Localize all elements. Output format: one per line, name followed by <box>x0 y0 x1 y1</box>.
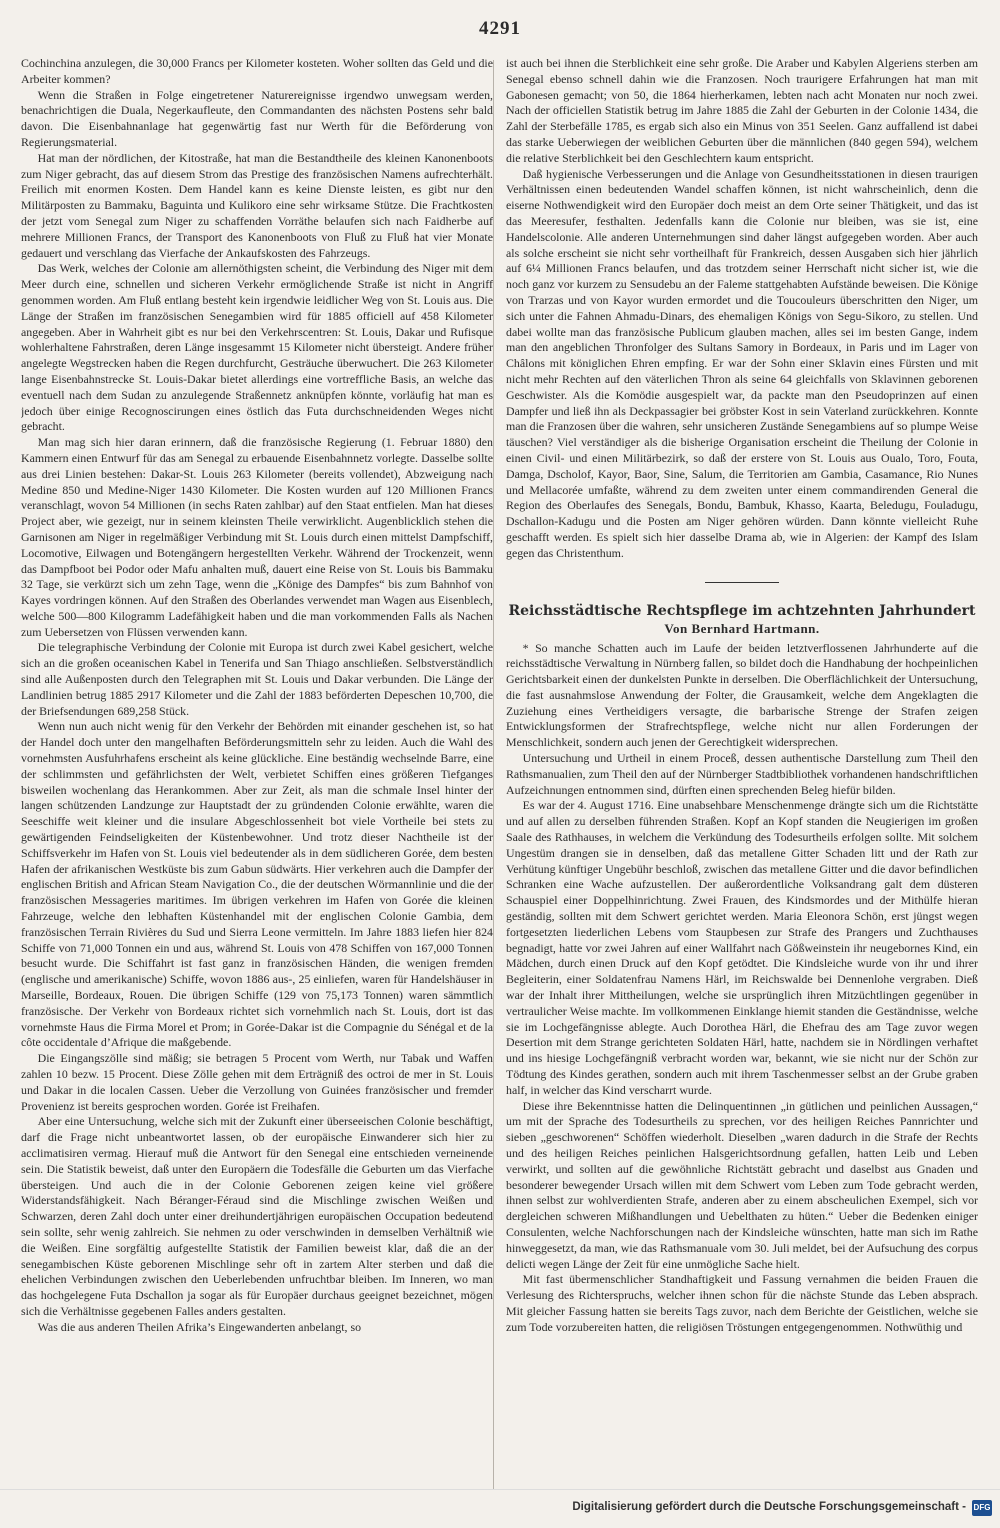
dfg-logo-icon: DFG <box>972 1500 992 1516</box>
paragraph: * So manche Schatten auch im Laufe der beiden letztverflossenen Jahrhunderte auf die reichsstädtische Verwaltung in Nürnberg fallen, so bildet doch die Handhabung der hochpeinlichen Gerichtsbarkeit einen der dunkelsten Punkte in derselben. Die Oberflächlichkeit der Untersuchung, die fast ausnahmslose Anwendung der Folter, die Grausamkeit, welche dem Angeklagten die Zuziehung eines Vertheidigers versagte, die barbarische Strenge der Strafen zeigen Entwicklungsformen der Strafrechtspflege, welche nicht nur allen Forderungen der Menschlichkeit, sondern auch jenen der Gerechtigkeit widersprechen. <box>506 640 978 750</box>
page-number: 4291 <box>479 18 521 39</box>
paragraph: ist auch bei ihnen die Sterblichkeit eine sehr große. Die Araber und Kabylen Algeriens sterben am Senegal ebenso schnell dahin wie die Franzosen. Noch traurigere Erfahrungen hat man mit Gabonesen gemacht; von 50, die 1864 hierherkamen, lebten nach acht Monaten nur noch zwei. Nach der officiellen Statistik betrug im Jahre 1885 die Zahl der Geburten in der Colonie 1434, die Zahl der Sterbefälle 1785, es ergab sich also ein Minus von 351 Seelen. Ganz auffallend ist dabei das starke Ueberwiegen der weiblichen Geburten über die männlichen (840 gegen 594), welchem die relative Sterblichkeit bei den Geschlechtern kaum entspricht. <box>506 56 978 165</box>
paragraph: Es war der 4. August 1716. Eine unabsehbare Menschenmenge drängte sich um die Richtstätte und auf allen zu derselben führenden Straßen. Kopf an Kopf standen die Neugierigen im großen Saale des Rathhauses, in welchem die Verkündung des Todesurtheils erfolgen sollte. Mit solchem Ungestüm drangen sie in denselben, daß das metallene Gitter Schaden litt und der Rath zur Verhütung künftiger Ungebühr beschloß, zwischen das metallene Gitter und die davor befindlichen Schranken eine Wache aufzustellen. Der außerordentliche Volksandrang galt dem düsteren Schauspiel einer Doppelhinrichtung. Zwei Frauen, des Kindsmordes und der Mithülfe hieran geständig, sollten mit dem Schwert gerichtet werden. Maria Eleonora Schön, erst jüngst wegen fortgesetzten liederlichen Lebens vom Staupbesen zur Strafe des Prangers und Zuchthauses begnadigt, hatte vor zwei Jahren auf einer Wallfahrt nach Gößweinstein ihr neugebornes Kind, ein Mädchen, durch einen Druck auf den Kopf getödtet. Die Kindsleiche wurde von ihr und ihrer Begleiterin, einer Soldatenfrau Namens Härl, im Reichswalde bei Dennenlohe vergraben. Dieß war der Inhalt ihrer Mittheilungen, welche sie ursprünglich ihren Mitzüchtlingen gegenüber in vertraulicher Weise machte. Im vollkommenen Einklange hiemit standen die Geständnisse, welche sie im Lochgefängnisse ablegte. Auch Dorothea Härl, die Ehefrau des am Tage zuvor wegen Desertion mit dem Strange gerichteten Soldaten Härl, hatte, nachdem sie in Nördlingen verhaftet und ins hiesige Lochgefängniß verbracht worden war, bekannt, wie sie nicht nur der Schön zur Tödtung des Kindes gerathen, sondern auch mit ihrem Taschenmesser selbst an der Grube graben half, in welcher das Kind verscharrt wurde. <box>506 798 978 1097</box>
paragraph: Mit fast übermenschlicher Standhaftigkeit und Fassung vernahmen die beiden Frauen die Verlesung des Richterspruchs, welcher ihnen schon für die nächste Stunde das Leben absprach. Mit gleicher Fassung hatten sie bereits Tags zuvor, nach dem Berichte der Geistlichen, welche sie zum Tode vorzubereiten hatten, die religiösen Tröstungen entgegengenommen. Nothwüthig und <box>506 1272 978 1334</box>
paragraph: Hat man der nördlichen, der Kitostraße, hat man die Bestandtheile des kleinen Kanonenboots zum Niger gebracht, das auf diesem Strom das Prestige des französischen Namens aufrechterhält. Freilich mit enormen Kosten. Dem Handel kann es keine Dienste leisten, es gibt nur den Militärposten zu Bammaku, Baguinta und Kulikoro eine sehr wirksame Stütze. Die Frachtkosten der jetzt vom Senegal zum Niger zu schaffenden Vorräthe belaufen sich nach Faidherbe auf mehrere Millionen Francs, der Transport des Kanonenboots von Fluß zu Fluß hat vier Monate gedauert und verschlang das Vierfache der Ankaufskosten des Fahrzeugs. <box>21 150 493 260</box>
section-separator <box>705 582 779 583</box>
article-title: Reichsstädtische Rechtspflege im achtzehnten Jahrhundert <box>508 602 976 619</box>
paragraph: Man mag sich hier daran erinnern, daß die französische Regierung (1. Februar 1880) den Kammern einen Entwurf für das am Senegal zu erbauende Eisenbahnnetz vorlegte. Dasselbe sollte aus drei Linien bestehen: Dakar-St. Louis 263 Kilometer (bereits vollendet), Abzweigung nach Medine 850 und Medine-Niger 1430 Kilometer. Die Kosten wurden auf 120 Millionen Francs veranschlagt, wovon 54 Millionen (in sechs Raten zahlbar) auf den Staat entfielen. Man hat dieses Project aber, wie gezeigt, nur in seinem kleinsten Theile verwirklicht. Augenblicklich stehen die Garnisonen am Niger in regelmäßiger Verbindung mit St. Louis durch einen mittelst Dampfschiff, Locomotive, Eilwagen und Botengängern hergestellten Verkehr. Während der Trockenzeit, wenn das Dampfboot bei Podor oder Mafu anhalten muß, dauert eine Reise von St. Louis bis Bammaku 32 Tage, sie verkürzt sich um zehn Tage, wenn die „Könige des Dampfes“ bis zum Bahnhof von Kayes vordringen können. Auf den Straßen des Oberlandes verwendet man Wagen aus Eisenblech, welche 500—800 Kilogramm Ladefähigkeit haben und die man vorkommenden Falls als Nachen zum Uebersetzen von Flüssen verwenden kann. <box>21 435 493 639</box>
paragraph: Aber eine Untersuchung, welche sich mit der Zukunft einer überseeischen Colonie beschäftigt, darf die Frage nicht unbeantwortet lassen, ob der europäische Einwanderer sich hier zu acclimatisiren vermag. Hierauf muß die Antwort für den Senegal eine entschieden verneinende sein. Die Statistik beweist, daß unter den Europäern die Todesfälle die Geburten um das Vierfache übersteigen. Und auch die in der Colonie Geborenen zeigen keine viel größere Widerstandsfähigkeit. Nach Béranger-Féraud sind die Mischlinge zwischen Weißen und Schwarzen, deren Zahl doch unter einer dreihundertjährigen europäischen Occupation bedeutend sein sollte, sehr wenig zahlreich. Sie nehmen zu oder verschwinden in demselben Verhältniß wie die Weißen. Eine sorgfältig aufgestellte Statistik der Familien beweist klar, daß die an der senegambischen Küste geborenen Mischlinge sehr oft in zartem Alter sterben und daß die ehelichen Verbindungen zwischen den Ueberlebenden unfruchtbar bleiben. Im Inneren, wo man das hochgelegene Futa Dschallon ja sogar als für Europäer durchaus geeignet bezeichnet, mögen sich die Verhältnisse gegebenen Falles anders gestalten. <box>21 1114 493 1318</box>
column-divider <box>493 60 494 1490</box>
paragraph: Was die aus anderen Theilen Afrika’s Eingewanderten anbelangt, so <box>37 1319 362 1334</box>
paragraph: Untersuchung und Urtheil in einem Proceß, dessen authentische Darstellung zum Theil den Rathsmanualien, zum Theil den auf der Nürnberger Stadtbibliothek vorhandenen handschriftlichen Aufzeichnungen entnommen sind, dürften einen sprechenden Beleg hiefür bilden. <box>506 751 978 797</box>
left-column <box>21 56 493 1488</box>
paragraph: Cochinchina anzulegen, die 30,000 Francs per Kilometer kosteten. Woher sollten das Geld und die Arbeiter kommen? <box>21 56 493 86</box>
paragraph: Daß hygienische Verbesserungen und die Anlage von Gesundheitsstationen in diesen traurigen Verhältnissen einen bedeutenden Wandel schaffen können, ist nicht wahrscheinlich, denn die eiserne Nothwendigkeit wird den Europäer doch meist an dem Orte seiner Thätigkeit, und das ist das Meeresufer, festhalten. Jedenfalls kann die Colonie nur bleiben, was sie ist, eine Handelscolonie. Alle anderen Unternehmungen sind daher längst aufgegeben worden. Aber auch als solche erscheint sie nicht sehr vortheilhaft für Frankreich, dessen Ausgaben sich hier jährlich auf 6¼ Millionen Francs belaufen, und das trotzdem seiner Herrschaft nicht sicher ist, wie die noch ganz vor kurzem zu Sensudebu an der Faleme stattgehabten Aufstände beweisen. Die Könige von Trarzas und von Kayor wurden ermordet und die Toucouleurs überschritten den Niger, um sich unter die Fahnen Ahmadu-Dinars, des ehemaligen Königs von Segu-Sikoro, zu stellen. Und dabei wollte man das französische Publicum glauben machen, alles sei im besten Gange, indem man den angeblichen Thronfolger des Sultans Samory in Bordeaux, in Paris und im Lager von Châlons mit königlichen Ehren empfing. Er war der Sohn einer Sklavin eines Fürsten und mit nicht mehr Rechten auf den väterlichen Thron als seine 64 gleichfalls von Sklavinnen geborenen Geschwister. Als die Komödie ausgespielt war, da packte man den Pseudoprinzen auf einen Dampfer und ließ ihn als Deckpassagier bei gröbster Kost in sein Vaterland zurückkehren. Konnte man die Franzosen über die wahren, sehr unsicheren Zustände Senegambiens auf so plumpe Weise täuschen? Viel verständiger als die bisherige Organisation erscheint die Theilung der Colonie in einen Civil- und einen Militärbezirk, so daß der erstere von St. Louis aus Oualo, Toro, Fouta, Damga, Dscholof, Kayor, Baor, Sine, Salum, die Territorien am Gambia, Casamance, Rio Nunes und Mellacorée umfaßte, während zu dem zweiten unter einem commandirenden General die Region des Oberlaufes des Senegals, Bondu, Bambuk, Khasso, Kaarta, Beledugu, Fouladugu, Dschallon-Kadugu und die Posten am Niger gehören würden. Dann könnte vielleicht Ruhe geschafft werden. Es spielt sich hier dasselbe Drama ab, wie in Algerien: der Kampf des Islam gegen das Christenthum. <box>506 166 978 560</box>
paragraph: Das Werk, welches der Colonie am allernöthigsten scheint, die Verbindung des Niger mit dem Meer durch eine, schnellen und sicheren Verkehr ermöglichende Straße ist nicht in Angriff genommen worden. Am Fluß entlang besteht kein irgendwie leidlicher Weg von St. Louis aus. Die Länge der Straßen im französischen Senegambien wird für 1885 officiell auf 458 Kilometer angegeben. Aber in Wahrheit gibt es nur bei den Verkehrscentren: St. Louis, Dakar und Rufisque wohlerhaltene Fahrstraßen, deren Länge insgesammt 15 Kilometer nicht übersteigt. Andere früher angelegte Wegstrecken haben die Regen durchfurcht, Gesträuche überwuchert. Die 263 Kilometer lange Eisenbahnstrecke St. Louis-Dakar bietet allerdings eine vortreffliche Basis, an welche das eventuell nach dem Sudan zu anzulegende Straßennetz anknüpfen könnte, vorläufig hat man es jedoch über einige Recognoscirungen eines östlich das Futa durchschneidenden Weges nicht gebracht. <box>21 261 493 434</box>
paragraph: Wenn nun auch nicht wenig für den Verkehr der Behörden mit einander geschehen ist, so hat der Handel doch unter den mangelhaften Beförderungsmitteln sehr zu leiden. Auch die Wahl des vornehmsten Ausfuhrhafens erscheint als keine glückliche. Eine beständig wechselnde Barre, eine der schlimmsten und gefährlichsten der Welt, verbietet Schiffen eines größeren Tiefganges bisweilen wochenlang das Herankommen. Aber zur Zeit, als man die schmale Insel hinter der langen schützenden Landzunge zur Hauptstadt der zu gründenden Colonie erwählte, waren die Seeschiffe weit kleiner und die insulare Abgeschlossenheit bot viele Vortheile bei stets zu gewärtigenden Feindseligkeiten der Küstenbewohner. Und trotz dieser Nachtheile ist der Schiffsverkehr im Hafen von St. Louis viel bedeutender als in dem südlicheren Gorée, dem besten Hafen der afrikanischen Westküste bis zum Gabun südwärts. Hier verkehren auch die Dampfer der englischen British and African Steam Navigation Co., die der deutschen Wörmannlinie und die der französischen Messageries maritimes. Im übrigen verkehren im Hafen von Gorée die kleinen Fahrzeuge, welche den lebhaften Küstenhandel mit der englischen Colonie Gambia, dem französischen Terrain Rivières du Sud und Sierra Leone vermitteln. Im Jahre 1883 liefen hier 824 Schiffe von 71,000 Tonnen ein und aus, während St. Louis von 478 Schiffen von 167,000 Tonnen besucht wurde. Die Schiffahrt ist fast ganz in französischen Händen, die wenigen fremden (englische und amerikanische) Schiffe, wovon 1886 aus-, 25 einliefen, waren für Handelshäuser in Marseille, Bordeaux, Rouen. Die übrigen Schiffe (129 von 75,173 Tonnen) waren sämmtlich französische. Der Verkehr von Bordeaux richtet sich vornehmlich nach St. Louis, dort ist das vornehmste Haus die Firma Morel et Prom; in Gorée-Dakar ist die Compagnie du Sénégal et de la côte occidentale d’Afrique die maßgebende. <box>21 719 493 1050</box>
paragraph: Die telegraphische Verbindung der Colonie mit Europa ist durch zwei Kabel gesichert, welche sich an die großen oceanischen Kabel in Tenerifa und San Thiago anschließen. Selbstverständlich sind alle Außenposten durch den Telegraphen mit St. Louis und Dakar verbunden. Die Länge der Landlinien betrug 1885 2917 Kilometer und die Zahl der 1883 beförderten Depeschen 10,700, die der Briefsendungen 689,258 Stück. <box>21 640 493 718</box>
footer-credit: Digitalisierung gefördert durch die Deutsche Forschungsgemeinschaft - <box>572 1501 966 1513</box>
paragraph: Diese ihre Bekenntnisse hatten die Delinquentinnen „in gütlichen und peinlichen Aussagen,“ um mit der Sprache des Todesurtheils zu sprechen, vor des heiligen Reiches Pannrichter und sieben „geschworenen“ Schöffen wiederholt. Dieselben „waren dadurch in die Strafe der Rechts und des heiligen Reiches peinlichen Halsgerichtsordnung gefallen, hatten Leib und Leben verwirkt, und sollten auf die gewöhnliche Richtstätt gebracht und daselbst aus Gnaden und besonderer bewegender Ursach willen mit dem Schwert vom Leben zum Tode gebracht werden, ihnen selbst zur wohlverdienten Strafe, anderen aber zu einem abscheulichen Exempel, sich vor dergleichen schweren Mißhandlungen und Uebelthaten zu hüten.“ Ueber die Bedenken einiger Consulenten, welche Nachforschungen nach der Kindsleiche wünschten, hatte man sich im Rathe hinweggesetzt, da man, wie das Rathsmanuale vom 30. Juli meldet, bei der Aufsuchung des corpus delicti wegen Länge der Zeit für eine unmögliche Sache hielt. <box>506 1098 978 1271</box>
article-author: Von Bernhard Hartmann. <box>664 620 820 636</box>
paragraph: Die Eingangszölle sind mäßig; sie betragen 5 Procent vom Werth, nur Tabak und Waffen zahlen 10 bezw. 15 Procent. Diese Zölle gehen mit dem Erträgniß des octroi de mer in St. Louis und Dakar in die localen Cassen. Ueber die Verzollung von Guinées französischer und fremder Provenienz ist bereits gesprochen worden. Gorée ist Freihafen. <box>21 1051 493 1113</box>
paragraph: Wenn die Straßen in Folge eingetretener Naturereignisse irgendwo unwegsam werden, benachrichtigen die Duala, Negerkaufleute, den Commandanten des nächsten Postens sehr bald davon. Die Eisenbahnanlage hat gegenwärtig fast nur Werth für die Beförderung von Regierungsmaterial. <box>21 87 493 149</box>
right-column <box>506 56 978 1488</box>
digitization-footer <box>0 1489 1000 1528</box>
